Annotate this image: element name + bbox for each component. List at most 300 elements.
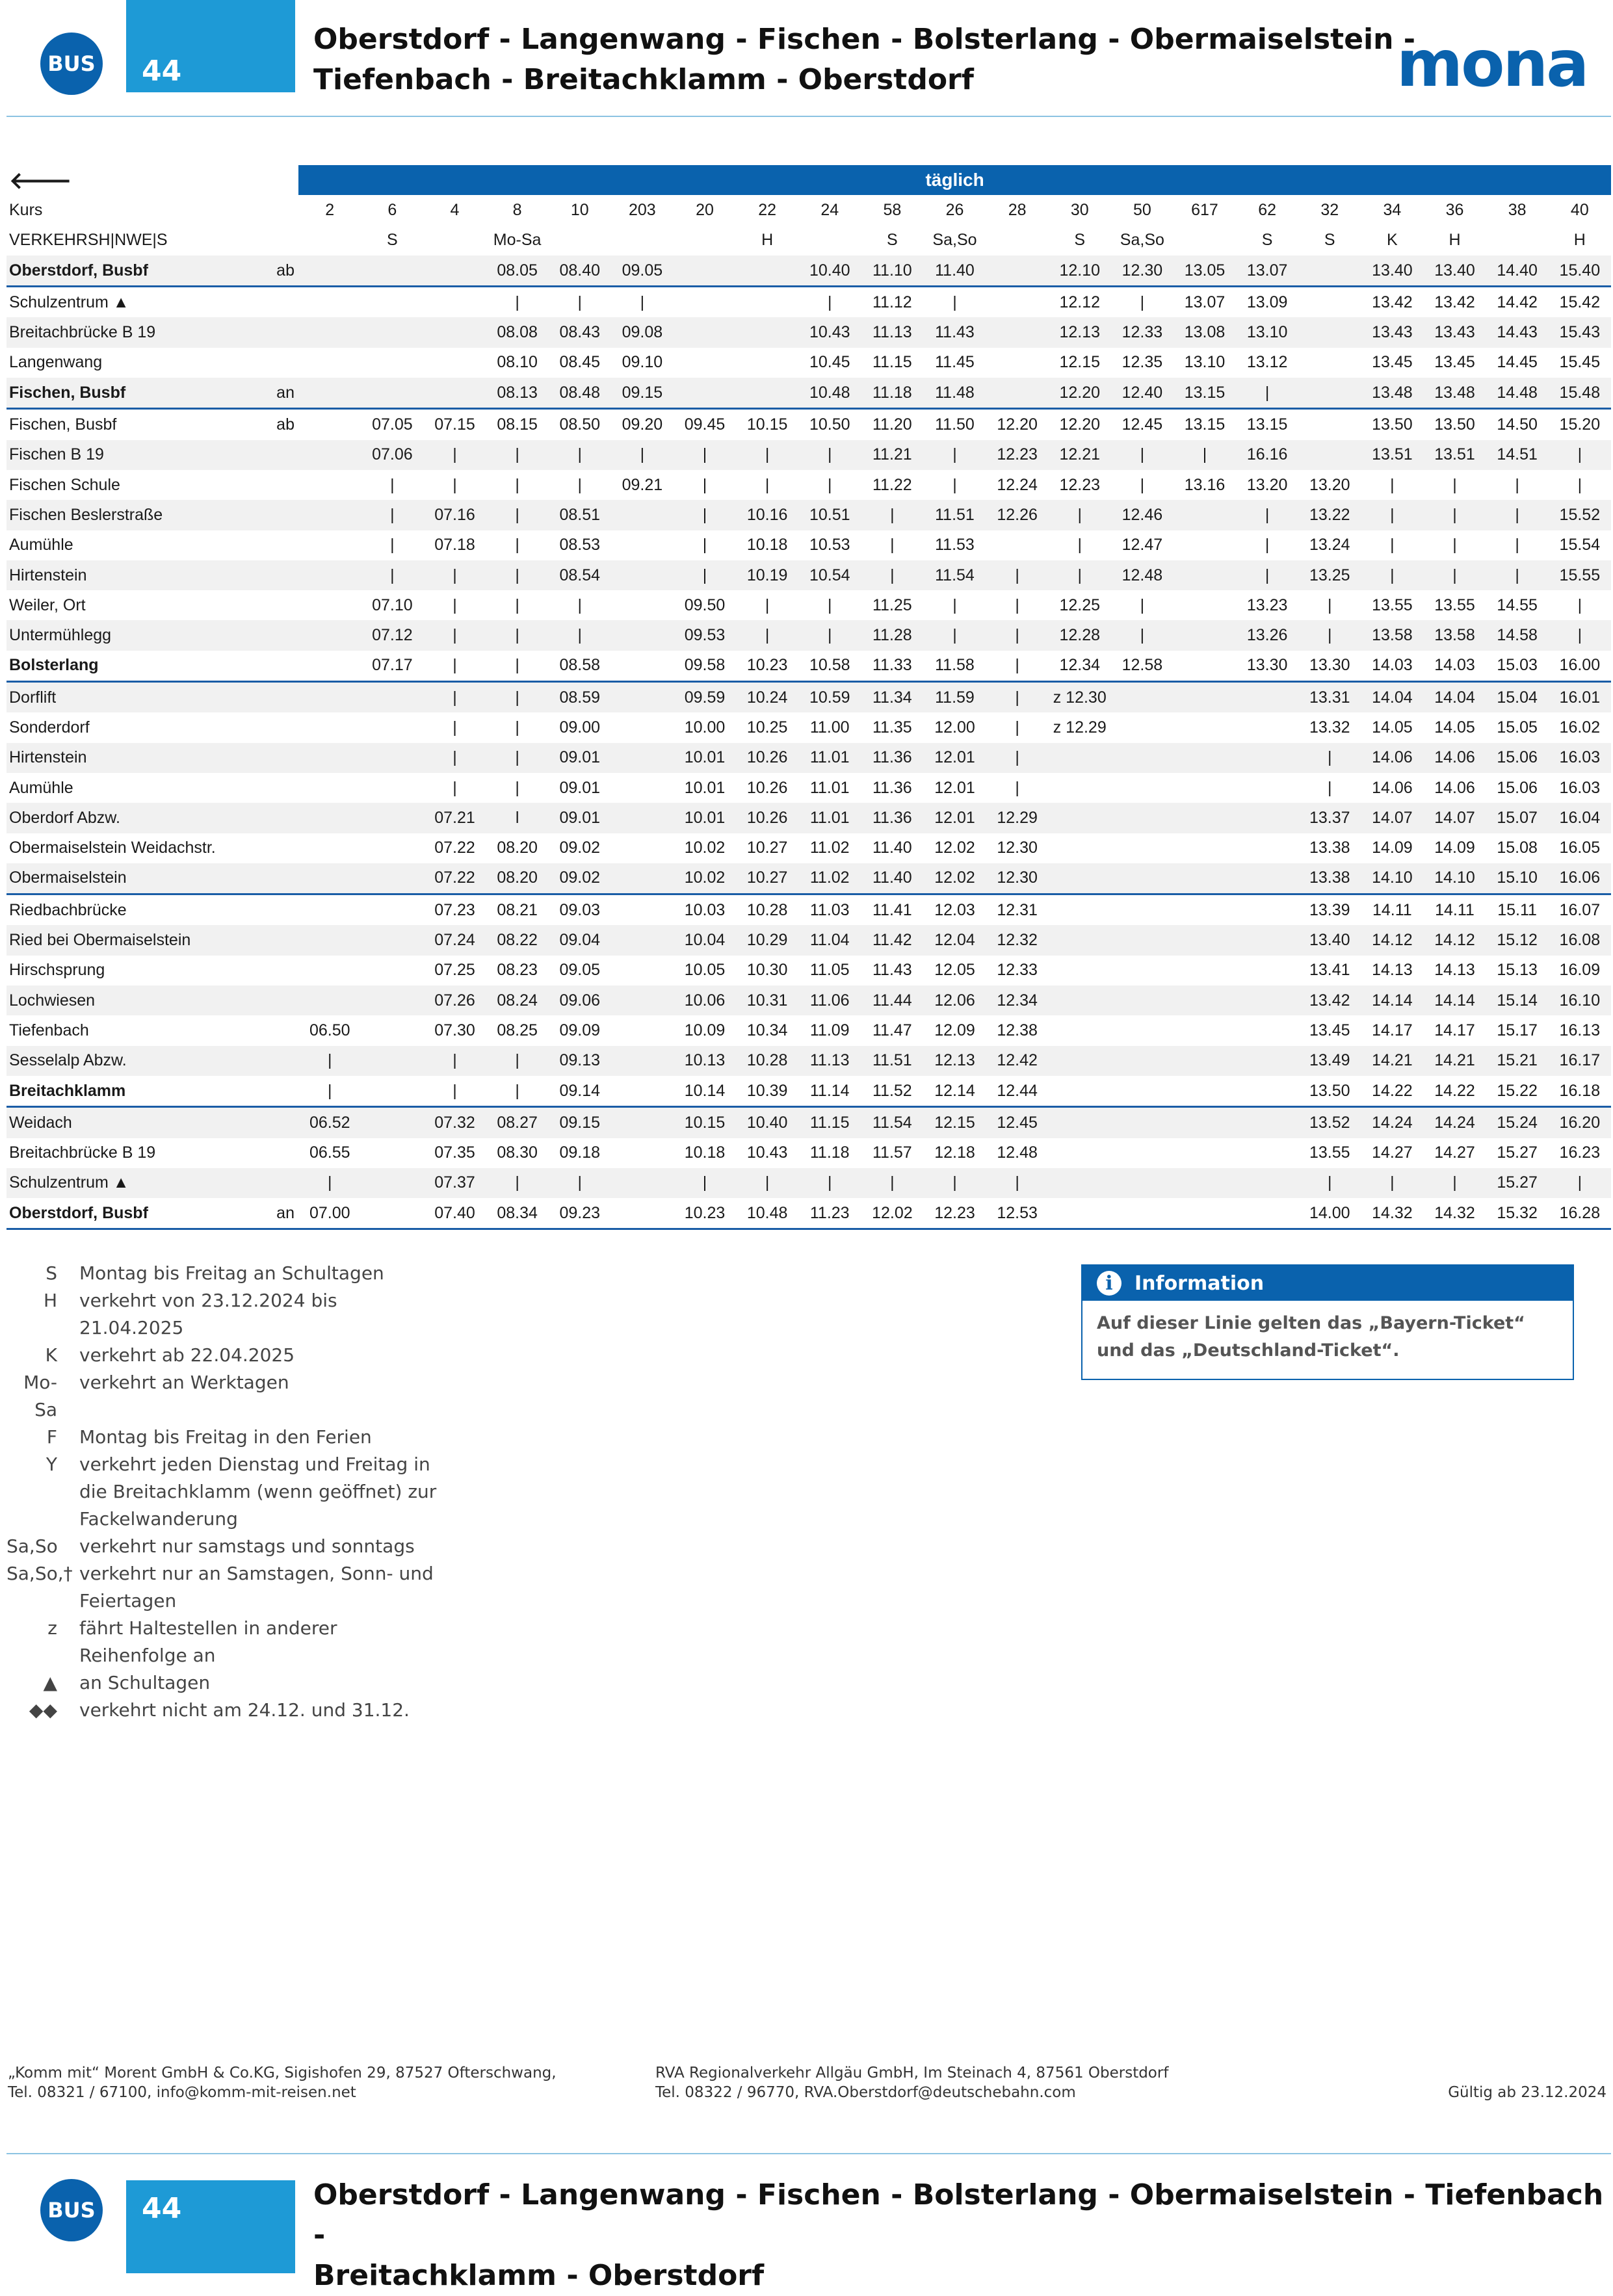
departure-time: 14.24 bbox=[1361, 1107, 1423, 1138]
kurs-spacer bbox=[276, 195, 298, 225]
departure-time bbox=[298, 743, 361, 773]
kurs-number: 6 bbox=[387, 200, 397, 219]
departure-time bbox=[611, 590, 674, 620]
departure-time bbox=[736, 348, 798, 378]
stop-row bbox=[7, 1168, 1611, 1198]
info-box bbox=[1081, 1264, 1574, 1380]
departure-time: | bbox=[1486, 560, 1549, 590]
departure-time bbox=[1111, 925, 1174, 955]
departure-time: 12.13 bbox=[1049, 317, 1111, 347]
verk-spacer bbox=[276, 226, 298, 255]
kurs-number: 62 bbox=[1258, 200, 1277, 219]
departure-time: | bbox=[1015, 595, 1019, 614]
stop-row bbox=[7, 287, 1611, 318]
departure-time: | bbox=[298, 1168, 361, 1198]
kurs-number: 24 bbox=[820, 200, 839, 219]
departure-time: | bbox=[1111, 620, 1174, 650]
departure-time: | bbox=[736, 440, 798, 470]
departure-time bbox=[1236, 863, 1298, 894]
departure-time: | bbox=[1236, 378, 1298, 409]
departure-time: 16.23 bbox=[1559, 1143, 1601, 1162]
departure-time: 12.58 bbox=[1111, 651, 1174, 682]
footer-company1-line2: Tel. 08321 / 67100, info@komm-mit-reisen.net bbox=[8, 2084, 356, 2101]
departure-time: 09.02 bbox=[549, 863, 611, 894]
departure-time: 10.24 bbox=[736, 682, 798, 713]
departure-time bbox=[1174, 1107, 1236, 1138]
departure-time bbox=[1174, 682, 1236, 713]
departure-time: 12.23 bbox=[923, 1198, 986, 1229]
departure-time: 14.00 bbox=[1298, 1198, 1361, 1229]
stop-row bbox=[7, 620, 1611, 650]
departure-time bbox=[298, 440, 361, 470]
departure-time: | bbox=[1577, 475, 1582, 494]
departure-time bbox=[1236, 1076, 1298, 1107]
departure-time: 11.00 bbox=[809, 718, 850, 737]
stop-row bbox=[7, 470, 1611, 500]
departure-time: 07.21 bbox=[423, 803, 486, 833]
departure-time: 13.55 bbox=[1309, 1143, 1350, 1162]
departure-time bbox=[298, 348, 361, 378]
stop-name: Obermaiselstein bbox=[7, 863, 276, 894]
legend-text: verkehrt an Werktagen bbox=[79, 1372, 289, 1393]
footer-company2-line2: Tel. 08322 / 96770, RVA.Oberstdorf@deutschebahn.com bbox=[655, 2084, 1076, 2101]
stop-row bbox=[7, 956, 1611, 985]
departure-time: | bbox=[486, 620, 549, 650]
departure-time: 12.20 bbox=[997, 415, 1038, 434]
departure-time: 10.43 bbox=[746, 1143, 788, 1162]
departure-time: 12.18 bbox=[934, 1143, 975, 1162]
departure-time: 11.33 bbox=[861, 651, 923, 682]
departure-time: 10.26 bbox=[736, 803, 798, 833]
stop-name: Weidach bbox=[7, 1107, 276, 1138]
departure-time bbox=[1049, 1138, 1111, 1168]
departure-time: 07.12 bbox=[361, 620, 423, 650]
departure-time: 14.06 bbox=[1434, 778, 1475, 797]
departure-time: 10.09 bbox=[684, 1021, 726, 1039]
departure-time: 15.21 bbox=[1486, 1046, 1549, 1076]
departure-time: 14.06 bbox=[1423, 743, 1486, 773]
departure-time: 13.07 bbox=[1184, 293, 1226, 311]
departure-time: 13.31 bbox=[1298, 682, 1361, 713]
legend-row bbox=[7, 1287, 443, 1342]
departure-time bbox=[298, 925, 361, 955]
departure-time: 08.10 bbox=[497, 353, 538, 372]
departure-time: 14.13 bbox=[1434, 961, 1475, 980]
legend-symbol: H bbox=[43, 1290, 57, 1311]
departure-time: | bbox=[736, 1168, 798, 1198]
departure-time: | bbox=[1549, 440, 1611, 470]
legend-symbol: K bbox=[45, 1344, 57, 1366]
departure-time: 14.07 bbox=[1361, 803, 1423, 833]
departure-time: 11.15 bbox=[798, 1107, 861, 1138]
departure-time: | bbox=[486, 1046, 549, 1076]
departure-time bbox=[298, 378, 361, 409]
departure-time: 11.13 bbox=[861, 317, 923, 347]
departure-time: 12.44 bbox=[986, 1076, 1049, 1107]
departure-time: 16.16 bbox=[1236, 440, 1298, 470]
departure-time: 09.20 bbox=[622, 415, 663, 434]
stop-name: Dorflift bbox=[7, 682, 276, 713]
legend-text: fährt Haltestellen in anderer Reihenfolge an bbox=[79, 1617, 337, 1666]
departure-time: | bbox=[1015, 718, 1019, 737]
departure-time: 11.36 bbox=[872, 778, 912, 797]
departure-time: 12.40 bbox=[1111, 378, 1174, 409]
departure-time: 11.12 bbox=[872, 293, 912, 311]
departure-time: 14.51 bbox=[1486, 440, 1549, 470]
departure-time: 11.04 bbox=[798, 925, 861, 955]
departure-time: | bbox=[452, 718, 457, 737]
departure-time: | bbox=[1423, 500, 1486, 530]
departure-time bbox=[1111, 712, 1174, 742]
timetable bbox=[7, 165, 1611, 1230]
verkehrshinweis-code: Sa,So bbox=[1120, 231, 1164, 250]
departure-time: 07.15 bbox=[434, 415, 475, 434]
departure-time bbox=[611, 1138, 674, 1168]
info-text: Auf dieser Linie gelten das „Bayern-Ticket“ und das „Deutschland-Ticket“. bbox=[1097, 1313, 1525, 1361]
arrival-departure-marker bbox=[276, 1046, 298, 1076]
departure-time: 07.06 bbox=[361, 440, 423, 470]
departure-time: 08.59 bbox=[549, 682, 611, 713]
departure-time: 16.00 bbox=[1549, 651, 1611, 682]
departure-time bbox=[1049, 985, 1111, 1015]
stop-row bbox=[7, 1138, 1611, 1168]
departure-time: 11.05 bbox=[809, 961, 850, 980]
departure-time: | bbox=[986, 682, 1049, 713]
departure-time bbox=[1236, 712, 1298, 742]
departure-time: 12.48 bbox=[997, 1143, 1038, 1162]
departure-time bbox=[361, 985, 423, 1015]
departure-time bbox=[298, 500, 361, 530]
departure-time bbox=[1111, 1046, 1174, 1076]
departure-time bbox=[1236, 925, 1298, 955]
departure-time: 14.45 bbox=[1497, 353, 1538, 372]
stop-row bbox=[7, 348, 1611, 378]
stop-row bbox=[7, 560, 1611, 590]
departure-time bbox=[298, 560, 361, 590]
departure-time bbox=[298, 470, 361, 500]
departure-time bbox=[1174, 712, 1236, 742]
departure-time: 09.14 bbox=[549, 1076, 611, 1107]
departure-time: 11.28 bbox=[861, 620, 923, 650]
departure-time: 10.01 bbox=[684, 778, 726, 797]
departure-time bbox=[611, 1168, 674, 1198]
departure-time bbox=[361, 1138, 423, 1168]
departure-time: 11.23 bbox=[798, 1198, 861, 1229]
departure-time bbox=[298, 620, 361, 650]
line-number-box: 44 bbox=[126, 0, 295, 92]
departure-time: 10.00 bbox=[684, 718, 726, 737]
departure-time: 13.07 bbox=[1236, 255, 1298, 287]
departure-time: | bbox=[423, 1076, 486, 1107]
verkehrshinweis-label: VERKEHRSH|NWE|S bbox=[9, 231, 168, 250]
departure-time: | bbox=[1111, 440, 1174, 470]
departure-time bbox=[1298, 378, 1361, 409]
departure-time bbox=[1111, 773, 1174, 803]
verkehrshinweis-row bbox=[7, 226, 1611, 255]
departure-time: 14.04 bbox=[1361, 682, 1423, 713]
departure-time: 08.20 bbox=[497, 839, 538, 857]
departure-time: 10.15 bbox=[746, 415, 788, 434]
departure-time: 11.40 bbox=[923, 255, 986, 287]
departure-time: 08.45 bbox=[559, 353, 601, 372]
departure-time: 07.18 bbox=[434, 536, 475, 554]
departure-time: 11.20 bbox=[872, 415, 912, 434]
departure-time: 14.21 bbox=[1423, 1046, 1486, 1076]
departure-time: 12.05 bbox=[934, 961, 975, 980]
arrival-departure-marker bbox=[276, 440, 298, 470]
departure-time: 12.15 bbox=[1059, 353, 1101, 372]
departure-time bbox=[298, 287, 361, 318]
kurs-number: 2 bbox=[325, 200, 335, 219]
departure-time: 10.45 bbox=[809, 353, 850, 372]
arrival-departure-marker bbox=[276, 925, 298, 955]
arrival-departure-marker bbox=[276, 560, 298, 590]
departure-time: 13.45 bbox=[1372, 353, 1413, 372]
departure-time: 07.05 bbox=[372, 415, 413, 434]
departure-time: | bbox=[923, 440, 986, 470]
departure-time: | bbox=[986, 1168, 1049, 1198]
departure-time: | bbox=[1361, 500, 1423, 530]
departure-time: 13.58 bbox=[1423, 620, 1486, 650]
departure-time: | bbox=[861, 560, 923, 590]
departure-time: z 12.29 bbox=[1053, 718, 1107, 737]
departure-time bbox=[1049, 925, 1111, 955]
departure-time bbox=[1298, 348, 1361, 378]
verkehrshinweis-code: H bbox=[1449, 231, 1461, 250]
departure-time bbox=[361, 1107, 423, 1138]
departure-time: 16.03 bbox=[1549, 743, 1611, 773]
stop-row bbox=[7, 773, 1611, 803]
departure-time: 12.42 bbox=[986, 1046, 1049, 1076]
departure-time: 12.48 bbox=[1111, 560, 1174, 590]
departure-time: | bbox=[1265, 536, 1270, 554]
departure-time: 11.51 bbox=[861, 1046, 923, 1076]
departure-time bbox=[1049, 1046, 1111, 1076]
departure-time: | bbox=[577, 293, 582, 311]
departure-time: | bbox=[798, 440, 861, 470]
departure-time: 14.58 bbox=[1486, 620, 1549, 650]
departure-time: | bbox=[1515, 475, 1519, 494]
departure-time: | bbox=[827, 293, 832, 311]
departure-time: 12.09 bbox=[934, 1021, 975, 1039]
stop-name: Untermühlegg bbox=[7, 620, 276, 650]
departure-time: 10.39 bbox=[736, 1076, 798, 1107]
departure-time: | bbox=[798, 620, 861, 650]
departure-time: | bbox=[390, 475, 395, 494]
departure-time: 09.13 bbox=[549, 1046, 611, 1076]
departure-time bbox=[361, 1168, 423, 1198]
departure-time bbox=[1236, 985, 1298, 1015]
stop-row bbox=[7, 682, 1611, 713]
departure-time: 11.48 bbox=[923, 378, 986, 409]
departure-time bbox=[1236, 956, 1298, 985]
arrival-departure-marker bbox=[276, 712, 298, 742]
departure-time: | bbox=[923, 1168, 986, 1198]
arrival-departure-marker bbox=[276, 500, 298, 530]
departure-time: 13.24 bbox=[1309, 536, 1350, 554]
departure-time bbox=[1049, 803, 1111, 833]
departure-time bbox=[1174, 500, 1236, 530]
departure-time: 09.05 bbox=[559, 961, 601, 980]
verkehrshinweis-code bbox=[674, 226, 736, 255]
kurs-row bbox=[7, 195, 1611, 225]
departure-time: 11.40 bbox=[861, 863, 923, 894]
departure-time: 15.22 bbox=[1486, 1076, 1549, 1107]
stop-row bbox=[7, 1198, 1611, 1229]
departure-time: 12.15 bbox=[923, 1107, 986, 1138]
departure-time: 12.23 bbox=[986, 440, 1049, 470]
departure-time: 13.40 bbox=[1298, 925, 1361, 955]
departure-time: 06.52 bbox=[298, 1107, 361, 1138]
arrival-departure-marker bbox=[276, 1138, 298, 1168]
departure-time: 13.51 bbox=[1423, 440, 1486, 470]
departure-time bbox=[298, 985, 361, 1015]
stop-row bbox=[7, 894, 1611, 926]
departure-time: | bbox=[486, 500, 549, 530]
departure-time: 11.59 bbox=[923, 682, 986, 713]
departure-time: 14.48 bbox=[1486, 378, 1549, 409]
departure-time: 14.14 bbox=[1423, 985, 1486, 1015]
departure-time: 15.04 bbox=[1486, 682, 1549, 713]
verkehrshinweis-code: S bbox=[387, 231, 398, 250]
departure-time: 07.22 bbox=[434, 839, 475, 857]
departure-time: 13.26 bbox=[1236, 620, 1298, 650]
departure-time: 09.45 bbox=[684, 415, 726, 434]
departure-time: 13.48 bbox=[1361, 378, 1423, 409]
stop-row bbox=[7, 590, 1611, 620]
departure-time bbox=[1111, 1107, 1174, 1138]
departure-time bbox=[1236, 1015, 1298, 1045]
departure-time: 12.35 bbox=[1121, 353, 1163, 372]
departure-time: 13.15 bbox=[1246, 415, 1288, 434]
departure-time: 14.27 bbox=[1372, 1143, 1413, 1162]
departure-time: 13.05 bbox=[1174, 255, 1236, 287]
departure-time: | bbox=[1577, 595, 1582, 614]
departure-time: 16.17 bbox=[1549, 1046, 1611, 1076]
departure-time bbox=[423, 287, 486, 318]
departure-time bbox=[361, 956, 423, 985]
departure-time: 13.40 bbox=[1423, 255, 1486, 287]
departure-time bbox=[1174, 560, 1236, 590]
departure-time bbox=[611, 1076, 674, 1107]
arrival-departure-marker bbox=[276, 1076, 298, 1107]
departure-time: 16.08 bbox=[1549, 925, 1611, 955]
departure-time bbox=[1111, 1138, 1174, 1168]
departure-time: 15.40 bbox=[1549, 255, 1611, 287]
arrival-departure-marker bbox=[276, 1107, 298, 1138]
departure-time bbox=[736, 378, 798, 409]
departure-time: | bbox=[1486, 500, 1549, 530]
legend-symbol: Y bbox=[46, 1454, 57, 1475]
departure-time: | bbox=[923, 620, 986, 650]
legend-row bbox=[7, 1342, 443, 1369]
kurs-number: 20 bbox=[696, 200, 714, 219]
departure-time: | bbox=[674, 1168, 736, 1198]
departure-time: 09.58 bbox=[674, 651, 736, 682]
departure-time: 10.43 bbox=[798, 317, 861, 347]
departure-time: 09.50 bbox=[684, 595, 726, 614]
departure-time: 10.50 bbox=[809, 415, 850, 434]
departure-time: 13.08 bbox=[1174, 317, 1236, 347]
departure-time: 16.20 bbox=[1549, 1107, 1611, 1138]
kurs-number: 4 bbox=[450, 200, 460, 219]
departure-time bbox=[1174, 651, 1236, 682]
departure-time: | bbox=[765, 595, 770, 614]
departure-time: 16.28 bbox=[1549, 1198, 1611, 1229]
kurs-number: 26 bbox=[945, 200, 964, 219]
departure-time: 11.45 bbox=[935, 353, 975, 372]
departure-time: | bbox=[702, 475, 707, 494]
departure-time: 16.02 bbox=[1559, 718, 1601, 737]
departure-time: 08.25 bbox=[497, 1021, 538, 1039]
kurs-number: 10 bbox=[570, 200, 589, 219]
arrival-departure-marker bbox=[276, 863, 298, 894]
bottom-route-title-line1: Oberstdorf - Langenwang - Fischen - Bolsterlang - Obermaiselstein - Tiefenbach - bbox=[313, 2178, 1604, 2252]
departure-time: 07.22 bbox=[423, 863, 486, 894]
legend bbox=[7, 1260, 443, 1724]
departure-time: 16.13 bbox=[1559, 1021, 1601, 1039]
departure-time: 11.13 bbox=[798, 1046, 861, 1076]
arrival-departure-marker bbox=[276, 651, 298, 682]
departure-time: | bbox=[1236, 560, 1298, 590]
departure-time: | bbox=[515, 595, 519, 614]
arrival-departure-marker bbox=[276, 1168, 298, 1198]
arrival-departure-marker bbox=[276, 803, 298, 833]
departure-time: 10.58 bbox=[798, 651, 861, 682]
departure-time: 10.16 bbox=[736, 500, 798, 530]
kurs-number: 50 bbox=[1133, 200, 1151, 219]
departure-time: 14.43 bbox=[1486, 317, 1549, 347]
departure-time: 08.20 bbox=[486, 863, 549, 894]
departure-time: 13.50 bbox=[1372, 415, 1413, 434]
departure-time: | bbox=[515, 293, 519, 311]
departure-time: 10.23 bbox=[736, 651, 798, 682]
arrival-departure-marker bbox=[276, 956, 298, 985]
departure-time bbox=[1174, 803, 1236, 833]
departure-time: 11.43 bbox=[923, 317, 986, 347]
stop-name: Breitachbrücke B 19 bbox=[9, 1143, 156, 1162]
departure-time: 14.40 bbox=[1486, 255, 1549, 287]
legend-text: verkehrt von 23.12.2024 bis 21.04.2025 bbox=[79, 1290, 337, 1338]
departure-time: 10.25 bbox=[746, 718, 788, 737]
legend-symbol: Mo-Sa bbox=[23, 1372, 57, 1420]
departure-time bbox=[1049, 1107, 1111, 1138]
departure-time: 13.49 bbox=[1298, 1046, 1361, 1076]
departure-time: 16.03 bbox=[1559, 778, 1601, 797]
departure-time: 14.32 bbox=[1423, 1198, 1486, 1229]
departure-time: 14.55 bbox=[1497, 595, 1538, 614]
departure-time: 10.19 bbox=[736, 560, 798, 590]
stop-row bbox=[7, 925, 1611, 955]
departure-time: 14.06 bbox=[1361, 743, 1423, 773]
departure-time: 10.02 bbox=[684, 839, 726, 857]
departure-time: 13.50 bbox=[1434, 415, 1475, 434]
departure-time bbox=[361, 803, 423, 833]
departure-time bbox=[361, 1046, 423, 1076]
departure-time bbox=[1111, 743, 1174, 773]
departure-time bbox=[1049, 743, 1111, 773]
departure-time: 13.30 bbox=[1236, 651, 1298, 682]
departure-time: | bbox=[298, 1076, 361, 1107]
departure-time: 11.54 bbox=[861, 1107, 923, 1138]
departure-time: | bbox=[702, 536, 707, 554]
departure-time: l bbox=[486, 803, 549, 833]
stop-row bbox=[7, 863, 1611, 894]
departure-time: 10.29 bbox=[736, 925, 798, 955]
validity-band: täglich bbox=[298, 165, 1611, 195]
kurs-number: 617 bbox=[1191, 200, 1218, 219]
departure-time: 15.32 bbox=[1486, 1198, 1549, 1229]
